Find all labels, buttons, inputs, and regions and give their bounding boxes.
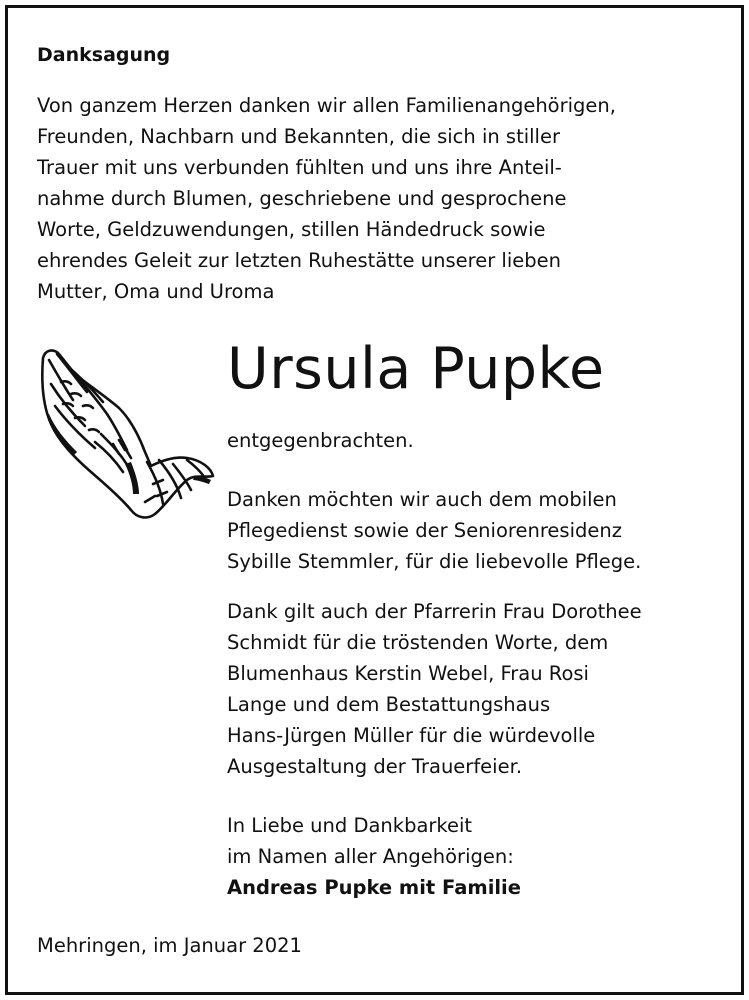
thanks-funeral-line: Hans-Jürgen Müller für die würdevolle bbox=[227, 724, 596, 747]
deceased-name: Ursula Pupke bbox=[227, 336, 605, 402]
thanks-funeral-line: Schmidt für die tröstenden Worte, dem bbox=[227, 631, 609, 654]
intro-line: Freunden, Nachbarn und Bekannten, die sich in stiller bbox=[37, 125, 560, 148]
closing-line: In Liebe und Dankbarkeit bbox=[227, 814, 473, 837]
intro-line: Von ganzem Herzen danken wir allen Familienangehörigen, bbox=[37, 94, 616, 117]
after-name-text bbox=[227, 425, 727, 456]
intro-line: Mutter, Oma und Uroma bbox=[37, 280, 275, 303]
thanks-care-line: Pflegedienst sowie der Seniorenresidenz bbox=[227, 519, 622, 542]
closing-paragraph bbox=[227, 810, 727, 903]
signer-name: Andreas Pupke mit Familie bbox=[227, 876, 521, 899]
thanks-funeral-line: Ausgestaltung der Trauerfeier. bbox=[227, 755, 523, 778]
thanks-care-line: Danken möchten wir auch dem mobilen bbox=[227, 488, 617, 511]
thanks-funeral-paragraph bbox=[227, 596, 727, 782]
praying-hands-icon bbox=[35, 344, 217, 526]
intro-line: ehrendes Geleit zur letzten Ruhestätte unserer lieben bbox=[37, 249, 561, 272]
intro-paragraph bbox=[37, 90, 717, 307]
thanks-care-line: Sybille Stemmler, für die liebevolle Pflege. bbox=[227, 550, 642, 573]
after-name-line: entgegenbrachten. bbox=[227, 429, 414, 452]
thanks-care-paragraph bbox=[227, 484, 727, 577]
notice-title: Danksagung bbox=[37, 44, 171, 66]
thanks-funeral-line: Lange und dem Bestattungshaus bbox=[227, 693, 551, 716]
thanks-funeral-line: Dank gilt auch der Pfarrerin Frau Dorothee bbox=[227, 600, 642, 623]
closing-line: im Namen aller Angehörigen: bbox=[227, 845, 514, 868]
intro-line: Worte, Geldzuwendungen, stillen Händedruck sowie bbox=[37, 218, 546, 241]
thanks-funeral-line: Blumenhaus Kerstin Webel, Frau Rosi bbox=[227, 662, 589, 685]
intro-line: Trauer mit uns verbunden fühlten und uns ihre Anteil- bbox=[37, 156, 562, 179]
intro-line: nahme durch Blumen, geschriebene und gesprochene bbox=[37, 187, 567, 210]
place-date: Mehringen, im Januar 2021 bbox=[37, 934, 302, 957]
